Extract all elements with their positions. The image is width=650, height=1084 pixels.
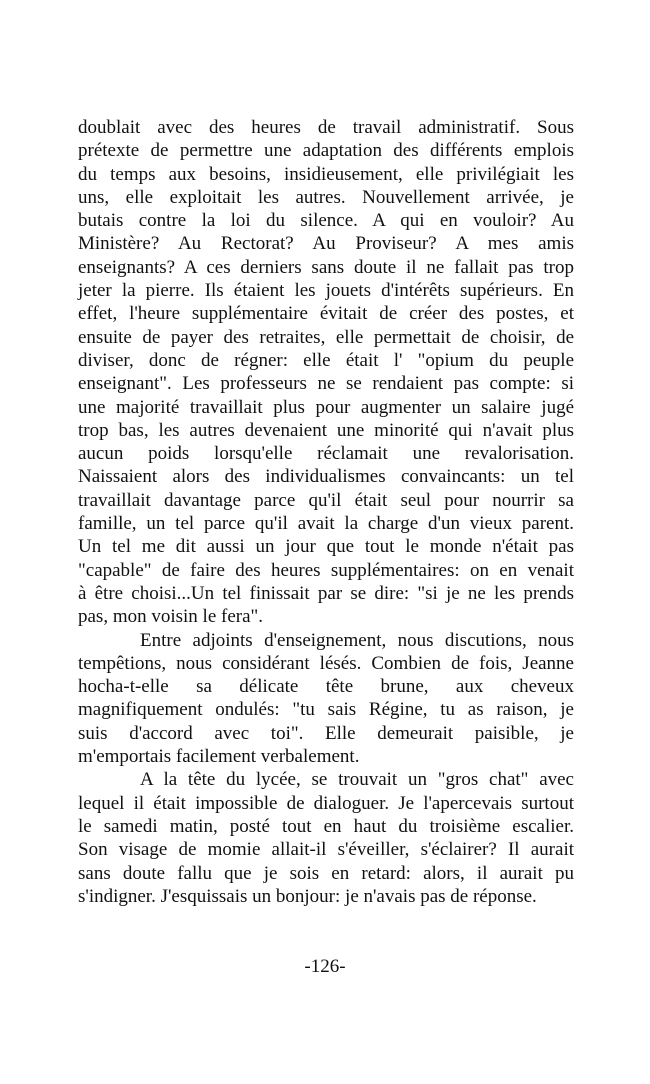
- text-line: travaillait davantage parce qu'il était seul pour nourrir sa: [78, 489, 574, 511]
- text-line: Ministère? Au Rectorat? Au Proviseur? A mes amis: [78, 233, 574, 255]
- text-line: m'emportais facilement verbalement.: [78, 746, 360, 768]
- text-line: enseignant". Les professeurs ne se rendaient pas compte: si: [78, 373, 574, 395]
- text-line: doublait avec des heures de travail administratif. Sous: [78, 117, 574, 138]
- body-text: [78, 116, 574, 908]
- text-line: s'indigner. J'esquissais un bonjour: je n'avais pas de réponse.: [78, 885, 537, 907]
- text-line: hocha-t-elle sa délicate tête brune, aux cheveux: [78, 676, 574, 698]
- text-line: jeter la pierre. Ils étaient les jouets d'intérêts supérieurs. En: [78, 280, 574, 302]
- text-line: suis d'accord avec toi". Elle demeurait paisible, je: [78, 722, 574, 744]
- text-line: Entre adjoints d'enseignement, nous discutions, nous: [140, 629, 574, 651]
- text-line: effet, l'heure supplémentaire évitait de créer des postes, et: [78, 303, 574, 325]
- text-line: ensuite de payer des retraites, elle permettait de choisir, de: [78, 326, 574, 348]
- text-line: butais contre la loi du silence. A qui en vouloir? Au: [78, 210, 574, 232]
- text-line: "capable" de faire des heures supplémentaires: on en venait: [78, 559, 574, 581]
- paragraph: [78, 629, 574, 769]
- text-line: à être choisi...Un tel finissait par se dire: "si je ne les prends: [78, 582, 574, 604]
- text-line: A la tête du lycée, se trouvait un "gros chat" avec: [140, 769, 574, 791]
- text-line: une majorité travaillait plus pour augmenter un salaire jugé: [78, 396, 574, 418]
- paragraph: [78, 768, 574, 908]
- text-line: uns, elle exploitait les autres. Nouvellement arrivée, je: [78, 186, 574, 208]
- text-line: magnifiquement ondulés: "tu sais Régine, tu as raison, je: [78, 699, 574, 721]
- text-line: aucun poids lorsqu'elle réclamait une revalorisation.: [78, 443, 574, 465]
- paragraph: [78, 116, 574, 629]
- text-line: diviser, donc de régner: elle était l' "opium du peuple: [78, 349, 574, 371]
- text-line: tempêtions, nous considérant lésés. Combien de fois, Jeanne: [78, 652, 574, 674]
- text-line: prétexte de permettre une adaptation des différents emplois: [78, 140, 574, 162]
- text-line: le samedi matin, posté tout en haut du troisième escalier.: [78, 815, 574, 837]
- text-line: enseignants? A ces derniers sans doute il ne fallait pas trop: [78, 256, 574, 278]
- page-number: -126-: [304, 956, 346, 977]
- text-line: lequel il était impossible de dialoguer. Je l'apercevais surtout: [78, 792, 574, 814]
- text-line: sans doute fallu que je sois en retard: alors, il aurait pu: [78, 862, 574, 884]
- text-line: Un tel me dit aussi un jour que tout le monde n'était pas: [78, 536, 574, 558]
- text-line: Naissaient alors des individualismes convaincants: un tel: [78, 466, 574, 488]
- text-line: trop bas, les autres devenaient une minorité qui n'avait plus: [78, 419, 574, 441]
- text-line: pas, mon voisin le fera".: [78, 606, 264, 628]
- text-line: du temps aux besoins, insidieusement, elle privilégiait les: [78, 163, 574, 185]
- text-line: famille, un tel parce qu'il avait la charge d'un vieux parent.: [78, 513, 574, 535]
- text-line: Son visage de momie allait-il s'éveiller, s'éclairer? Il aurait: [78, 839, 574, 861]
